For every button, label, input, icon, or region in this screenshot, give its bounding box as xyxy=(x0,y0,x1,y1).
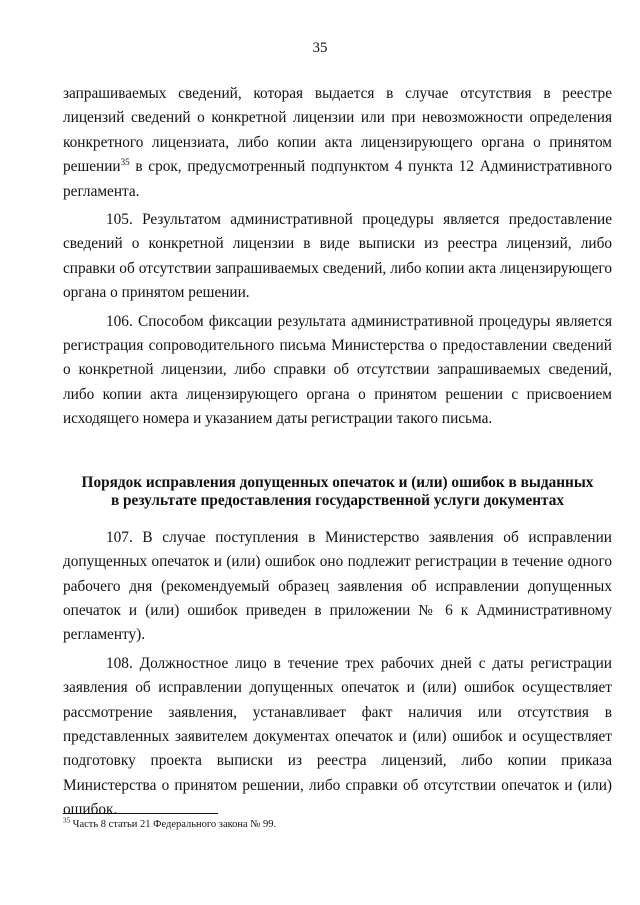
section-heading-line: в результате предоставления государственной услуги документах xyxy=(110,491,565,509)
paragraph-text: запрашиваемых сведений, которая выдается в случае отсутствия в реестре лицензий сведений о конкретной лицензии или при невозможности определения конкретного лицензиата, либо копии акта лицензирующего органа о принятом решении xyxy=(63,85,612,176)
paragraph-105: 105. Результатом административной процедуры является предоставление сведений о конкретной лицензии в виде выписки из реестра лицензий, либо справки об отсутствии запрашиваемых сведений, либо копии акта лицензирующего органа о принятом решении. xyxy=(63,211,612,302)
paragraph-107: 107. В случае поступления в Министерство заявления об исправлении допущенных опечаток и (или) ошибок оно подлежит регистрации в течение одного рабочего дня (рекомендуемый образец заявления об исправлении допущенных опечаток и (или) ошибок приведен в приложении № 6 к Административному регламенту). xyxy=(63,528,612,644)
section-heading-line: Порядок исправления допущенных опечаток и (или) ошибок в выданных xyxy=(81,473,594,491)
page-number: 35 xyxy=(312,40,328,56)
footnote-marker: 35 xyxy=(63,816,70,825)
document-body xyxy=(63,82,612,823)
paragraph-106: 106. Способом фиксации результата административной процедуры является регистрация сопроводительного письма Министерства о предоставлении сведений о конкретной лицензии, либо справки об отсутствии запрашиваемых сведений, либо копии акта лицензирующего органа о принятом решении с присвоением исходящего номера и указанием даты регистрации такого письма. xyxy=(63,312,612,428)
section-heading xyxy=(63,474,612,510)
footnote-reference: 35 xyxy=(120,157,130,168)
paragraph-continuation xyxy=(63,82,612,204)
footnote-divider xyxy=(63,813,218,814)
footnote xyxy=(63,818,276,832)
footnote-text: Часть 8 статьи 21 Федерального закона № 99. xyxy=(70,819,277,830)
paragraph-text-tail: в срок, предусмотренный подпунктом 4 пункта 12 Административного регламента. xyxy=(63,158,612,200)
paragraph-108: 108. Должностное лицо в течение трех рабочих дней с даты регистрации заявления об исправлении допущенных опечаток и (или) ошибок осуществляет рассмотрение заявления, устанавливает факт наличия или отсутствия в представленных заявителем документах опечаток и (или) ошибок и осуществляет подготовку проекта выписки из реестра лицензий, либо копии приказа Министерства о принятом решении, либо справки об отсутствии опечаток и (или) ошибок. xyxy=(63,654,612,819)
